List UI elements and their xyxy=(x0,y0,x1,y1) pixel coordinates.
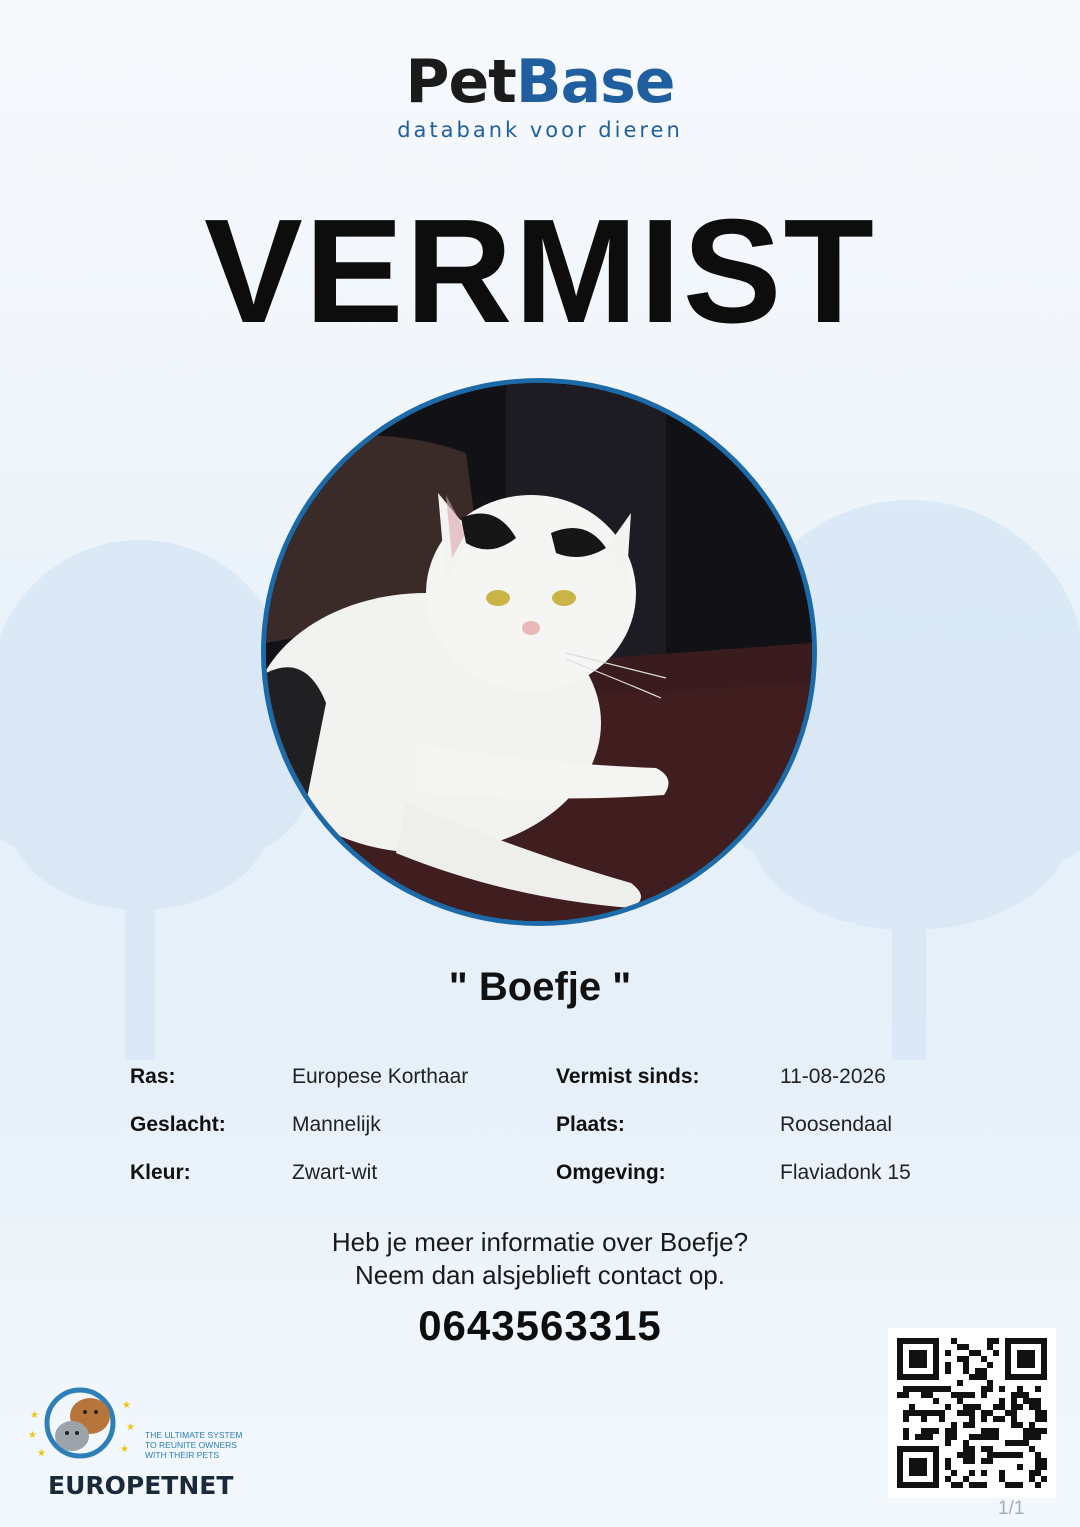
svg-text:★: ★ xyxy=(28,1430,37,1441)
value-kleur: Zwart-wit xyxy=(292,1161,378,1184)
svg-text:★: ★ xyxy=(122,1400,131,1411)
logo-part-pet: Pet xyxy=(405,47,516,117)
contact-line-1: Heb je meer informatie over Boefje? xyxy=(331,1227,749,1257)
logo-part-base: Base xyxy=(515,47,675,117)
svg-text:★: ★ xyxy=(120,1444,129,1455)
logo-subtitle: databank voor dieren xyxy=(397,118,683,142)
value-vermist-sinds: 11-08-2026 xyxy=(780,1065,886,1088)
label-plaats: Plaats: xyxy=(556,1113,625,1136)
contact-text xyxy=(0,1226,1080,1292)
label-geslacht: Geslacht: xyxy=(130,1113,226,1136)
europetnet-tagline xyxy=(145,1430,242,1460)
label-kleur: Kleur: xyxy=(130,1161,191,1184)
label-omgeving: Omgeving: xyxy=(556,1161,666,1184)
tagline-line: TO REUNITE OWNERS xyxy=(145,1440,237,1450)
value-geslacht: Mannelijk xyxy=(292,1113,381,1136)
europetnet-wordmark xyxy=(48,1471,233,1500)
svg-text:★: ★ xyxy=(126,1422,135,1433)
brand-part-petnet: PETNET xyxy=(125,1471,234,1500)
details-row xyxy=(0,1161,1080,1191)
details-row xyxy=(0,1113,1080,1143)
qr-code[interactable] xyxy=(888,1328,1056,1498)
value-ras: Europese Korthaar xyxy=(292,1065,469,1088)
tagline-line: THE ULTIMATE SYSTEM xyxy=(145,1430,243,1440)
tagline-line: WITH THEIR PETS xyxy=(145,1450,219,1460)
page-number: 1/1 xyxy=(998,1498,1025,1519)
europetnet-logo-icon xyxy=(22,1378,142,1473)
petbase-logo xyxy=(0,47,1080,142)
svg-text:★: ★ xyxy=(30,1410,39,1421)
contact-line-2: Neem dan alsjeblieft contact op. xyxy=(355,1260,725,1290)
details-row xyxy=(0,1065,1080,1095)
value-plaats: Roosendaal xyxy=(780,1113,893,1136)
cat-photo xyxy=(261,378,817,926)
label-ras: Ras: xyxy=(130,1065,176,1088)
value-omgeving: Flaviadonk 15 xyxy=(780,1161,911,1184)
phone-number[interactable]: 0643563315 xyxy=(418,1302,662,1349)
europetnet-logo xyxy=(22,1378,262,1503)
pet-name: " Boefje " xyxy=(448,965,632,1009)
label-vermist-sinds: Vermist sinds: xyxy=(556,1065,700,1088)
logo-wordmark xyxy=(0,47,1080,117)
poster-title: VERMIST xyxy=(204,189,876,354)
brand-part-euro: EURO xyxy=(48,1471,126,1500)
svg-text:★: ★ xyxy=(37,1448,46,1459)
